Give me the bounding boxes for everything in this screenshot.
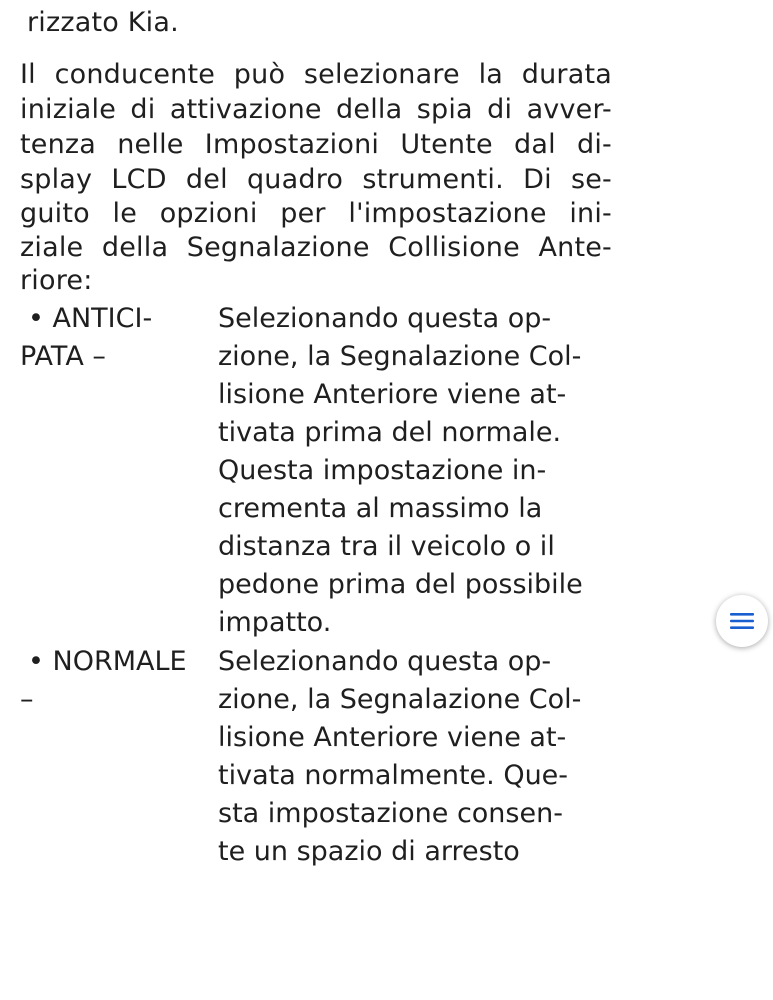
option-description-line: tivata normalmente. Que- — [218, 760, 569, 791]
option-description-line: zione, la Segnalazione Col- — [218, 341, 582, 372]
paragraph-line: splay LCD del quadro strumenti. Di se- — [20, 164, 612, 195]
paragraph-line: riore: — [20, 265, 93, 296]
option-description-line: zione, la Segnalazione Col- — [218, 684, 582, 715]
intro-line: rizzato Kia. — [27, 7, 179, 38]
option-description-line: sta impostazione consen- — [218, 798, 563, 829]
option-description-line: lisione Anteriore viene at- — [218, 379, 567, 410]
paragraph-line: ziale della Segnalazione Collisione Ante- — [20, 232, 612, 263]
option-description-line: distanza tra il veicolo o il — [218, 531, 555, 562]
option-description-line: te un spazio di arresto — [218, 836, 520, 867]
option-description-line: Selezionando questa op- — [218, 646, 552, 677]
option-description-line: crementa al massimo la — [218, 493, 543, 524]
option-label: • NORMALE — [28, 646, 187, 677]
menu-button[interactable] — [716, 595, 768, 647]
menu-icon — [729, 611, 755, 631]
option-description-line: Selezionando questa op- — [218, 303, 552, 334]
option-description-line: lisione Anteriore viene at- — [218, 722, 567, 753]
paragraph-line: guito le opzioni per l'impostazione ini- — [20, 198, 612, 229]
paragraph-line: iniziale di attivazione della spia di avver- — [20, 94, 612, 125]
option-description-line: impatto. — [218, 607, 332, 638]
paragraph-line: Il conducente può selezionare la durata — [20, 59, 612, 90]
option-label: PATA – — [20, 341, 106, 372]
option-description-line: pedone prima del possibile — [218, 569, 583, 600]
option-label: • ANTICI- — [28, 303, 153, 334]
option-label: – — [20, 684, 34, 715]
option-description-line: tivata prima del normale. — [218, 417, 562, 448]
option-description-line: Questa impostazione in- — [218, 455, 547, 486]
paragraph-line: tenza nelle Impostazioni Utente dal di- — [20, 129, 612, 160]
